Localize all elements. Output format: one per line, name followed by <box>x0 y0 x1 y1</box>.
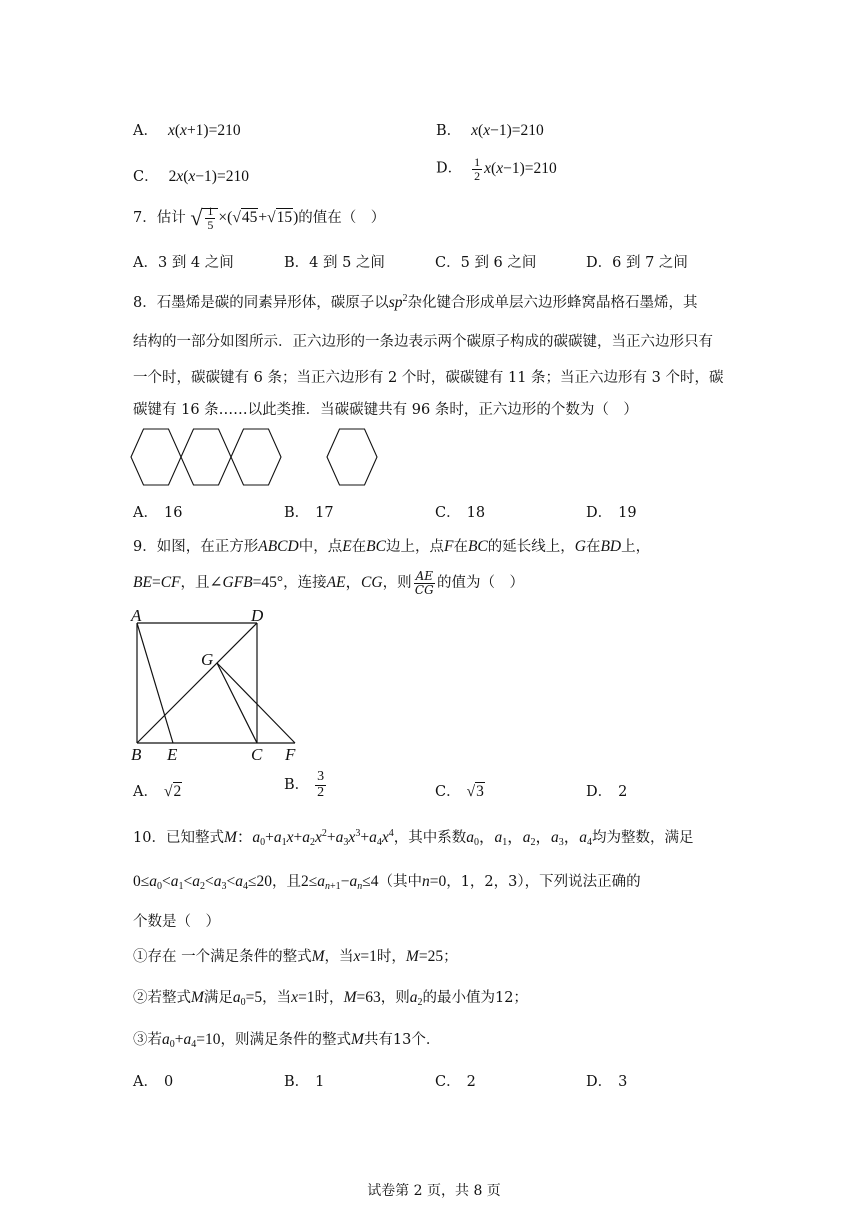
q10-option-d: D． 3 <box>586 1074 628 1090</box>
q9-option-a: A． √2 <box>133 783 182 800</box>
q9-line-2: BE=CF，且∠GFB=45°，连接AE，CG，则 $\frac{AE}{CG}$ 的值为（ ） <box>133 569 525 597</box>
q8-option-c: C． 18 <box>435 505 486 521</box>
page-footer: 试卷第 2 页，共 8 页 <box>367 1183 501 1199</box>
label-d: D <box>251 606 264 625</box>
label-b: B <box>131 745 142 764</box>
q7-option-b: B．4 到 5 之间 <box>284 255 385 271</box>
q10-option-a: A． 0 <box>133 1074 174 1090</box>
q7-stem: 7．估计 √ $\frac{1}{5}$ ×(√45+√15)的值在（ ） <box>133 204 386 232</box>
q8-option-b: B． 17 <box>284 505 334 521</box>
q7-option-c: C．5 到 6 之间 <box>435 255 537 271</box>
q8-line-2: 结构的一部分如图所示．正六边形的一条边表示两个碳原子构成的碳碳键，当正六边形只有 <box>133 334 713 350</box>
q6-option-d: D． $\frac{1}{2}$ x(x−1)=210 <box>436 155 557 183</box>
hexagon-1 <box>131 429 181 485</box>
q10-line-3: 个数是（ ） <box>133 914 220 930</box>
q9-line-1: 9．如图，在正方形ABCD中，点E在BC边上，点F在BC的延长线上，G在BD上， <box>133 538 651 555</box>
q8-option-a: A． 16 <box>133 505 183 521</box>
q10-option-b: B． 1 <box>284 1074 325 1090</box>
segment-gc <box>217 663 257 743</box>
q8-option-d: D． 19 <box>586 505 637 521</box>
q10-statement-2: ②若整式M满足$a_0=5$，当x=1时，M=63，则$a_2$的最小值为12； <box>133 989 528 1008</box>
q10-statement-1: ①存在 一个满足条件的整式M，当x=1时，M=25； <box>133 948 458 965</box>
label-a: A <box>131 606 142 625</box>
segment-gf <box>217 663 295 743</box>
hexagon-3 <box>231 429 281 485</box>
q7-option-d: D．6 到 7 之间 <box>586 255 688 271</box>
q8-line-1: 8．石墨烯是碳的同素异形体，碳原子以$sp^2$杂化键合形成单层六边形蜂窝晶格石墨烯，其 <box>133 292 698 311</box>
label-g: G <box>201 650 214 669</box>
q6-option-c: C． 2x(x−1)=210 <box>133 168 249 185</box>
hexagon-figure <box>125 425 390 489</box>
q10-option-c: C． 2 <box>435 1074 476 1090</box>
q10-line-1: 10．已知整式M：$a_0+a_1x+a_2x^2+a_3x^3+a_4x^4$，其中系数$a_0$，$a_1$，$a_2$，$a_3$，$a_4$均为整数，满足 <box>133 827 694 848</box>
label-c: C <box>251 745 263 764</box>
q10-statement-3: ③若$a_0+a_4=10$，则满足条件的整式M共有13个． <box>133 1031 441 1050</box>
label-f: F <box>285 745 296 764</box>
q8-line-3: 一个时，碳碳键有 6 条；当正六边形有 2 个时，碳碳键有 11 条；当正六边形有 3 个时，碳 <box>133 370 724 386</box>
label-e: E <box>167 745 178 764</box>
q7-option-a: A．3 到 4 之间 <box>133 255 234 271</box>
q9-option-c: C． √3 <box>435 783 484 800</box>
q9-option-b: B． $\frac{3}{2}$ <box>284 769 325 800</box>
q9-option-d: D． 2 <box>586 784 628 800</box>
q8-line-4: 碳键有 16 条……以此类推．当碳碳键共有 96 条时，正六边形的个数为（ ） <box>133 402 638 418</box>
q6-option-a: A． x(x+1)=210 <box>133 122 241 139</box>
square-figure <box>125 603 315 768</box>
q10-line-2: $0\le a_0<a_1<a_2<a_3<a_4\le 20$，且$2\le a_{n+1}-a_n\le 4$（其中n=0，1，2，3），下列说法正确的 <box>133 873 641 892</box>
hexagon-single <box>327 429 377 485</box>
hexagon-2 <box>181 429 231 485</box>
q6-option-b: B． x(x−1)=210 <box>436 122 544 139</box>
